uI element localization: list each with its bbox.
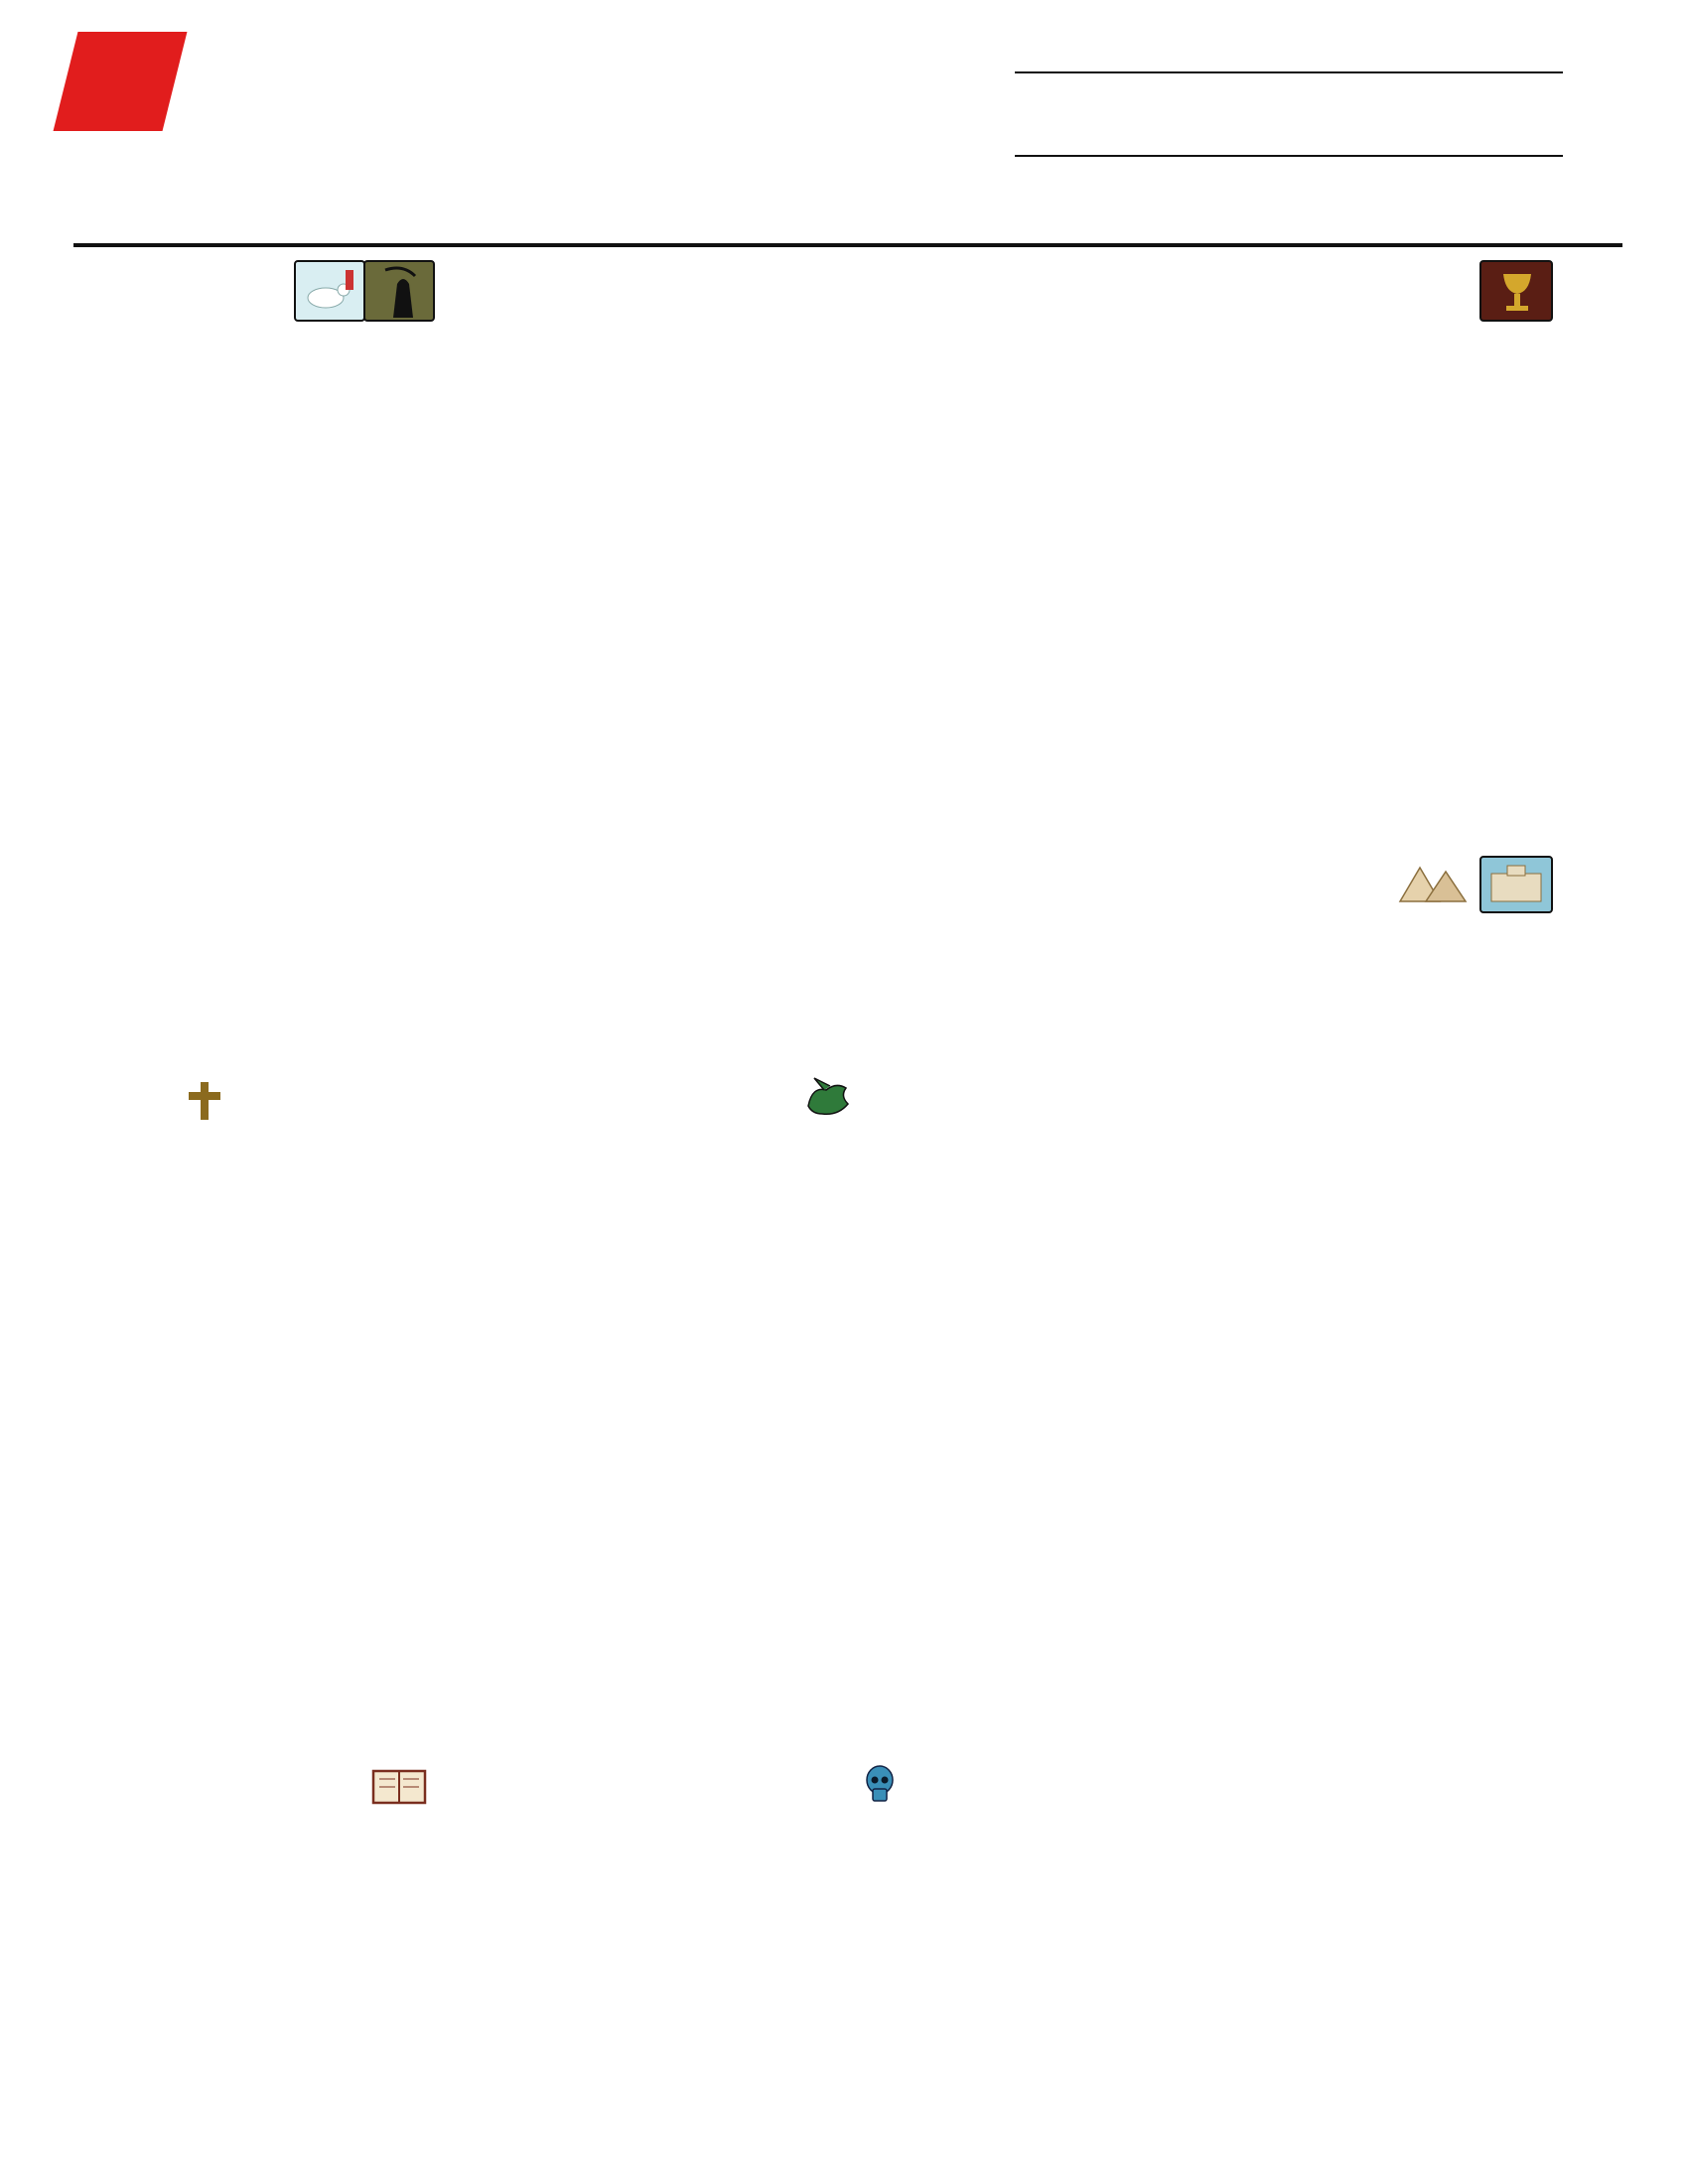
- open-book-icon: [371, 1767, 427, 1807]
- brand-logo: [66, 28, 860, 137]
- dragon-icon: [802, 1076, 854, 1122]
- name-field[interactable]: [1015, 71, 1563, 73]
- logo-red-banner: [54, 32, 188, 131]
- header-divider: [73, 243, 1622, 247]
- skull-icon: [864, 1765, 896, 1805]
- cross-icon: [185, 1080, 224, 1122]
- city-card-icon: [1479, 856, 1555, 915]
- reaper-card-icon: [363, 260, 437, 322]
- chalice-card-icon: [1479, 260, 1555, 322]
- event-field[interactable]: [1015, 155, 1563, 157]
- pyramids-icon: [1398, 862, 1470, 903]
